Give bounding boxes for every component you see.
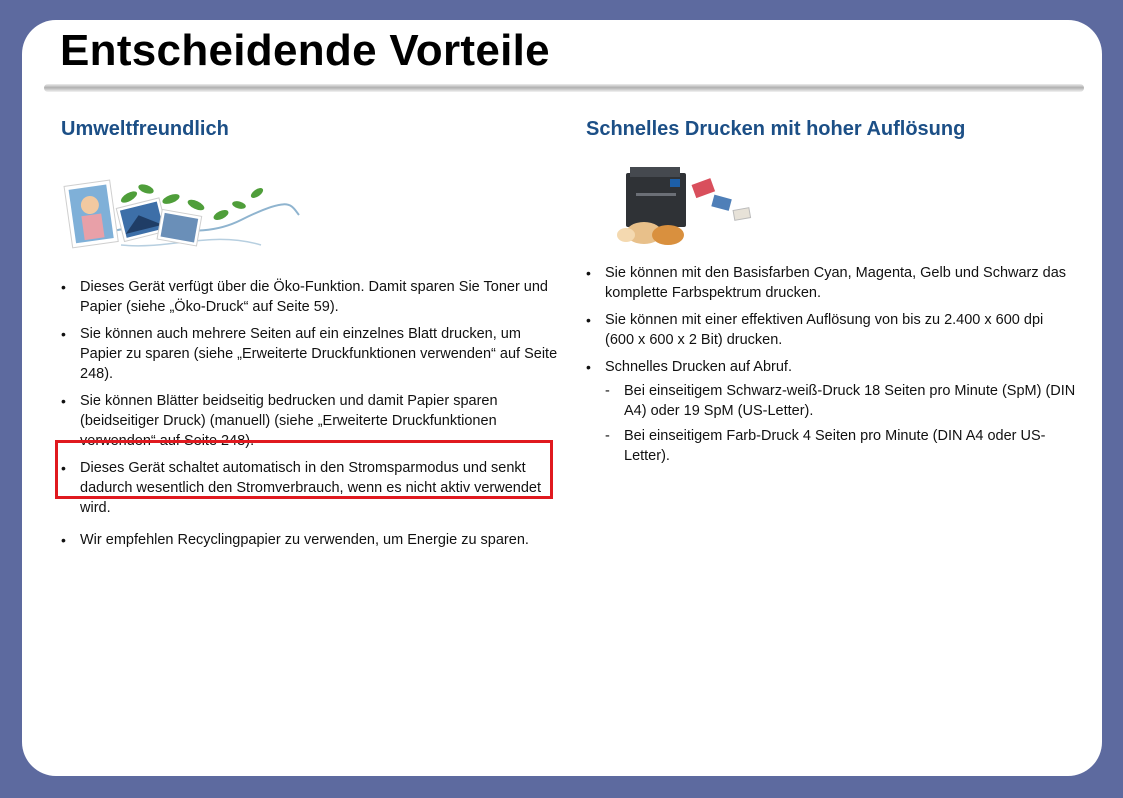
- fast-print-heading: Schnelles Drucken mit hoher Auflösung: [586, 118, 966, 140]
- printer-with-prints-icon: [604, 165, 774, 249]
- list-item: • Dieses Gerät verfügt über die Öko-Funktion. Damit sparen Sie Toner und Papier (siehe „Öko-Druck“ auf Seite 59).: [61, 277, 561, 317]
- list-item: • Wir empfehlen Recyclingpapier zu verwenden, um Energie zu sparen.: [61, 530, 561, 550]
- eco-bullet-list: [61, 277, 561, 550]
- list-item: • Sie können mit den Basisfarben Cyan, Magenta, Gelb und Schwarz das komplette Farbspektrum drucken.: [586, 263, 1076, 303]
- eco-heading: Umweltfreundlich: [61, 118, 229, 140]
- document-page: [22, 20, 1102, 776]
- sub-list-item: - Bei einseitigem Farb-Druck 4 Seiten pro Minute (DIN A4 oder US-Letter).: [605, 426, 1076, 466]
- list-item: • Sie können mit einer effektiven Auflösung von bis zu 2.400 x 600 dpi (600 x 600 x 2 Bit) drucken.: [586, 310, 1076, 350]
- list-item: • Dieses Gerät schaltet automatisch in den Stromsparmodus und senkt dadurch wesentlich den Stromverbrauch, wenn es nicht aktiv verwendet wird.: [61, 458, 561, 518]
- eco-leaves-photos-icon: [61, 175, 301, 263]
- sub-list-item: - Bei einseitigem Schwarz-weiß-Druck 18 Seiten pro Minute (SpM) (DIN A4) oder 19 SpM (US-Letter).: [605, 381, 1076, 421]
- highlight-box: [55, 440, 553, 499]
- fast-print-bullet-list: [586, 263, 1076, 466]
- list-item: • Sie können Blätter beidseitig bedrucken und damit Papier sparen (beidseitiger Druck) (manuell) (siehe „Erweiterte Druckfunktionen verwenden“ auf Seite 248).: [61, 391, 561, 451]
- title-divider: [44, 84, 1084, 92]
- fast-print-section: [586, 118, 1076, 473]
- page-title: Entscheidende Vorteile: [60, 26, 550, 75]
- sub-bullet-list: [605, 381, 1076, 466]
- list-item: • Sie können auch mehrere Seiten auf ein einzelnes Blatt drucken, um Papier zu sparen (siehe „Erweiterte Druckfunktionen verwenden“ auf Seite 248).: [61, 324, 561, 384]
- list-item-text: Schnelles Drucken auf Abruf.: [605, 359, 792, 375]
- list-item: [586, 357, 1076, 466]
